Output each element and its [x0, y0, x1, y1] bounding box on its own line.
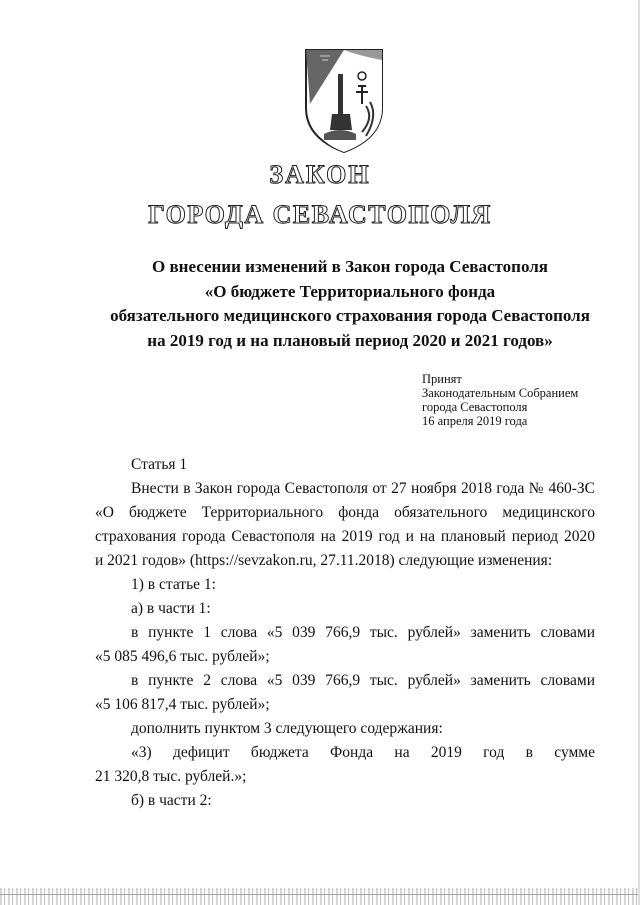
law-heading: ЗАКОН: [269, 160, 371, 189]
body-line: дополнить пунктом 3 следующего содержания:: [131, 720, 443, 737]
body-line: б) в части 2:: [131, 792, 212, 809]
title-line: О внесении изменений в Закон города Севастополя: [152, 257, 548, 276]
adoption-line: Законодательным Собранием: [422, 386, 579, 400]
adoption-line: города Севастополя: [422, 400, 528, 414]
adoption-line: Принят: [422, 372, 462, 386]
body-line: «5 085 496,6 тыс. рублей»;: [95, 648, 270, 665]
city-heading: ГОРОДА СЕВАСТОПОЛЯ: [148, 200, 492, 229]
body-line: «5 106 817,4 тыс. рублей»;: [95, 696, 270, 713]
title-line: на 2019 год и на плановый период 2020 и 2021 годов»: [147, 330, 553, 350]
adoption-note: [422, 372, 578, 428]
adoption-line: 16 апреля 2019 года: [422, 414, 528, 428]
law-title: [60, 255, 640, 353]
body-line: и 2021 годов» (https://sevzakon.ru, 27.11.2018) следующие изменения:: [95, 552, 553, 569]
body-line: Внести в Закон города Севастополя от 27 ноября 2018 года № 460-ЗС: [131, 480, 595, 497]
body-line: страхования города Севастополя на 2019 год и на плановый период 2020: [95, 528, 595, 545]
body-line: в пункте 1 слова «5 039 766,9 тыс. рублей» заменить словами: [131, 624, 595, 641]
body-line: в пункте 2 слова «5 039 766,9 тыс. рублей» заменить словами: [131, 672, 595, 689]
title-line: обязательного медицинского страхования города Севастополя: [110, 306, 590, 325]
sevastopol-coat-of-arms-icon: [300, 46, 388, 156]
scan-edge-artifact: [0, 888, 640, 905]
article-heading: Статья 1: [131, 456, 188, 473]
body-line: 1) в статье 1:: [131, 576, 216, 593]
body-line: «3) дефицит бюджета Фонда на 2019 год в сумме: [131, 744, 595, 761]
body-line: а) в части 1:: [131, 600, 211, 617]
body-line: «О бюджете Территориального фонда обязательного медицинского: [95, 504, 595, 521]
title-line: «О бюджете Территориального фонда: [204, 281, 496, 301]
body-line: 21 320,8 тыс. рублей.»;: [95, 768, 247, 785]
